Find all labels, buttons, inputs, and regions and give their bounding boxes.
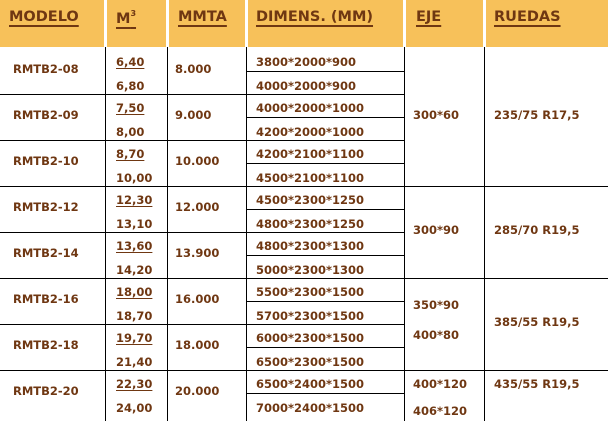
dimens-cell: 3800*2000*900 (256, 55, 357, 69)
dimens-cell: 6000*2300*1500 (256, 331, 365, 345)
m3-cell: 18,70 (116, 309, 153, 323)
header-mmta: MMTA (178, 9, 227, 25)
sub-row-rule (247, 209, 404, 210)
header-eje: EJE (416, 9, 442, 25)
m3-cell: 12,30 (116, 193, 153, 207)
eje-cell: 400*120 (413, 377, 468, 391)
m3-cell: 10,00 (116, 171, 153, 185)
m3-cell: 8,00 (116, 125, 145, 139)
mmta-cell: 8.000 (175, 62, 212, 76)
m3-cell: 22,30 (116, 377, 153, 391)
header-modelo: MODELO (9, 9, 79, 25)
dimens-cell: 6500*2300*1500 (256, 355, 365, 369)
ruedas-cell: 435/55 R19,5 (494, 377, 580, 391)
m3-cell: 6,80 (116, 79, 145, 93)
column-rule (167, 47, 168, 421)
group-rule (0, 186, 608, 187)
mmta-cell: 10.000 (175, 154, 220, 168)
sub-row-rule (247, 393, 404, 394)
dimens-cell: 4800*2300*1250 (256, 217, 365, 231)
sub-row-rule (247, 117, 404, 118)
mmta-cell: 9.000 (175, 108, 212, 122)
dimens-cell: 4800*2300*1300 (256, 239, 365, 253)
eje-cell: 350*90 (413, 298, 460, 312)
dimens-cell: 4000*2000*900 (256, 79, 357, 93)
modelo-cell: RMTB2-14 (13, 246, 79, 260)
mmta-cell: 16.000 (175, 292, 220, 306)
dimens-cell: 5000*2300*1300 (256, 263, 365, 277)
eje-cell: 406*120 (413, 404, 468, 418)
sub-row-rule (247, 163, 404, 164)
eje-cell: 300*60 (413, 108, 460, 122)
sub-row-rule (247, 347, 404, 348)
mmta-cell: 18.000 (175, 338, 220, 352)
column-rule (484, 47, 485, 421)
m3-cell: 19,70 (116, 331, 153, 345)
eje-cell: 400*80 (413, 328, 460, 342)
model-rule (0, 94, 404, 95)
sub-row-rule (247, 71, 404, 72)
dimens-cell: 4200*2100*1100 (256, 147, 365, 161)
m3-cell: 8,70 (116, 147, 145, 161)
dimens-cell: 6500*2400*1500 (256, 377, 365, 391)
column-rule (404, 47, 405, 421)
m3-cell: 13,60 (116, 239, 153, 253)
column-rule (246, 47, 247, 421)
mmta-cell: 13.900 (175, 246, 220, 260)
column-rule (105, 47, 106, 421)
modelo-cell: RMTB2-12 (13, 200, 79, 214)
mmta-cell: 12.000 (175, 200, 220, 214)
m3-cell: 7,50 (116, 101, 145, 115)
ruedas-cell: 385/55 R19,5 (494, 315, 580, 329)
m3-cell: 24,00 (116, 401, 153, 415)
dimens-cell: 4500*2300*1250 (256, 193, 365, 207)
modelo-cell: RMTB2-09 (13, 108, 79, 122)
modelo-cell: RMTB2-10 (13, 154, 79, 168)
ruedas-cell: 285/70 R19,5 (494, 223, 580, 237)
header-m3 (116, 9, 136, 27)
header-ruedas: RUEDAS (494, 9, 561, 25)
modelo-cell: RMTB2-18 (13, 338, 79, 352)
sub-row-rule (247, 301, 404, 302)
m3-cell: 14,20 (116, 263, 153, 277)
dimens-cell: 7000*2400*1500 (256, 401, 365, 415)
eje-cell: 300*90 (413, 223, 460, 237)
group-rule (0, 278, 608, 279)
model-rule (0, 232, 404, 233)
m3-cell: 18,00 (116, 285, 153, 299)
group-rule (0, 370, 608, 371)
dimens-cell: 5700*2300*1500 (256, 309, 365, 323)
header-m3-base: M (116, 11, 131, 27)
header-m3-superscript: 3 (130, 9, 137, 18)
dimens-cell: 4500*2100*1100 (256, 171, 365, 185)
m3-cell: 21,40 (116, 355, 153, 369)
dimens-cell: 4000*2000*1000 (256, 101, 365, 115)
m3-cell: 13,10 (116, 217, 153, 231)
sub-row-rule (247, 255, 404, 256)
modelo-cell: RMTB2-08 (13, 62, 79, 76)
dimens-cell: 4200*2000*1000 (256, 125, 365, 139)
dimens-cell: 5500*2300*1500 (256, 285, 365, 299)
modelo-cell: RMTB2-20 (13, 384, 79, 398)
model-rule (0, 140, 404, 141)
m3-cell: 6,40 (116, 55, 145, 69)
mmta-cell: 20.000 (175, 384, 220, 398)
header-dimens: DIMENS. (MM) (256, 9, 374, 25)
modelo-cell: RMTB2-16 (13, 292, 79, 306)
model-rule (0, 324, 404, 325)
ruedas-cell: 235/75 R17,5 (494, 108, 580, 122)
